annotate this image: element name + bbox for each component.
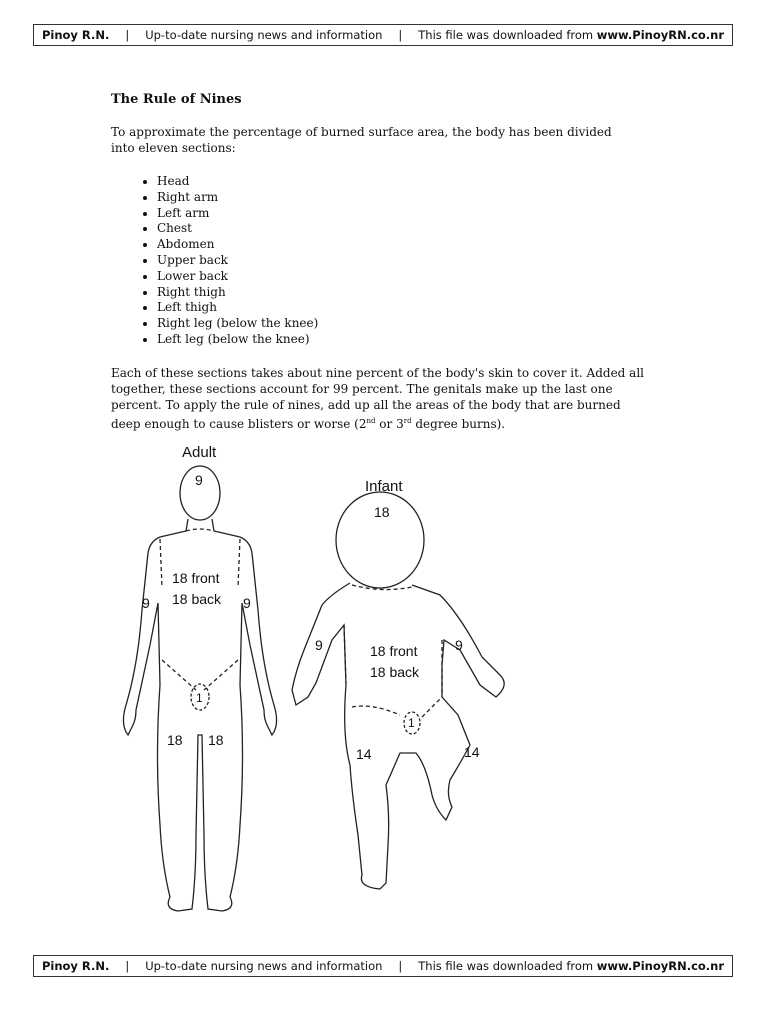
- download-text: This file was downloaded from: [418, 959, 594, 973]
- infant-label: Infant: [365, 478, 403, 495]
- rule-of-nines-figure: [100, 435, 540, 920]
- list-item: • Left arm: [157, 206, 318, 222]
- sections-list: [111, 174, 318, 348]
- infant-trunk-front: 18 front: [370, 643, 418, 659]
- infant-trunk-back: 18 back: [370, 664, 420, 680]
- list-item: • Left thigh: [157, 300, 318, 316]
- separator: |: [125, 959, 130, 973]
- page-header-banner: [33, 24, 733, 46]
- list-item: • Right arm: [157, 190, 318, 206]
- infant-head-value: 18: [374, 504, 390, 520]
- separator: |: [398, 959, 403, 973]
- infant-genital-value: 1: [408, 716, 415, 730]
- adult-right-leg-value: 18: [167, 732, 183, 748]
- adult-left-arm-value: 9: [243, 595, 251, 611]
- list-item: • Right leg (below the knee): [157, 316, 318, 332]
- adult-figure: [123, 466, 276, 911]
- infant-right-arm-value: 9: [315, 637, 323, 653]
- adult-genital-value: 1: [196, 691, 203, 705]
- page-title: The Rule of Nines: [111, 92, 242, 107]
- page-footer-banner: [33, 955, 733, 977]
- list-item: • Right thigh: [157, 285, 318, 301]
- separator: |: [398, 28, 403, 42]
- list-item: • Chest: [157, 221, 318, 237]
- download-text: This file was downloaded from: [418, 28, 594, 42]
- adult-trunk-front: 18 front: [172, 570, 220, 586]
- adult-left-leg-value: 18: [208, 732, 224, 748]
- list-item: • Head: [157, 174, 318, 190]
- site-link[interactable]: www.PinoyRN.co.nr: [596, 959, 725, 973]
- intro-paragraph: To approximate the percentage of burned surface area, the body has been divided into eleven sections:: [111, 125, 612, 155]
- paragraph-text: Each of these sections takes about nine percent of the body's skin to cover it. Added all together, these sections account for 99 percent. The genitals make up the last one percent. To apply the rule of nines, add up all the areas of the body that are burned deep enough to cause blisters or worse (2: [111, 366, 644, 431]
- paragraph-text: or 3: [375, 417, 404, 431]
- list-item: • Left leg (below the knee): [157, 332, 318, 348]
- tagline: Up-to-date nursing news and information: [145, 28, 383, 42]
- brand-name: Pinoy R.N.: [41, 959, 110, 973]
- adult-trunk-back: 18 back: [172, 591, 222, 607]
- infant-body-outline: [292, 583, 504, 889]
- superscript: rd: [403, 417, 412, 425]
- list-item: • Lower back: [157, 269, 318, 285]
- infant-left-arm-value: 9: [455, 637, 463, 653]
- tagline: Up-to-date nursing news and information: [145, 959, 383, 973]
- infant-figure: [292, 492, 504, 889]
- list-item: • Abdomen: [157, 237, 318, 253]
- infant-left-leg-value: 14: [464, 744, 480, 760]
- explanation-paragraph: [111, 365, 646, 432]
- site-link[interactable]: www.PinoyRN.co.nr: [596, 28, 725, 42]
- paragraph-text: degree burns).: [411, 417, 506, 431]
- adult-head-value: 9: [195, 472, 203, 488]
- list-item: • Upper back: [157, 253, 318, 269]
- brand-name: Pinoy R.N.: [41, 28, 110, 42]
- adult-right-arm-value: 9: [142, 595, 150, 611]
- infant-right-leg-value: 14: [356, 746, 372, 762]
- superscript: nd: [366, 417, 376, 425]
- separator: |: [125, 28, 130, 42]
- adult-label: Adult: [182, 444, 217, 461]
- adult-dashed-lines: [160, 529, 240, 690]
